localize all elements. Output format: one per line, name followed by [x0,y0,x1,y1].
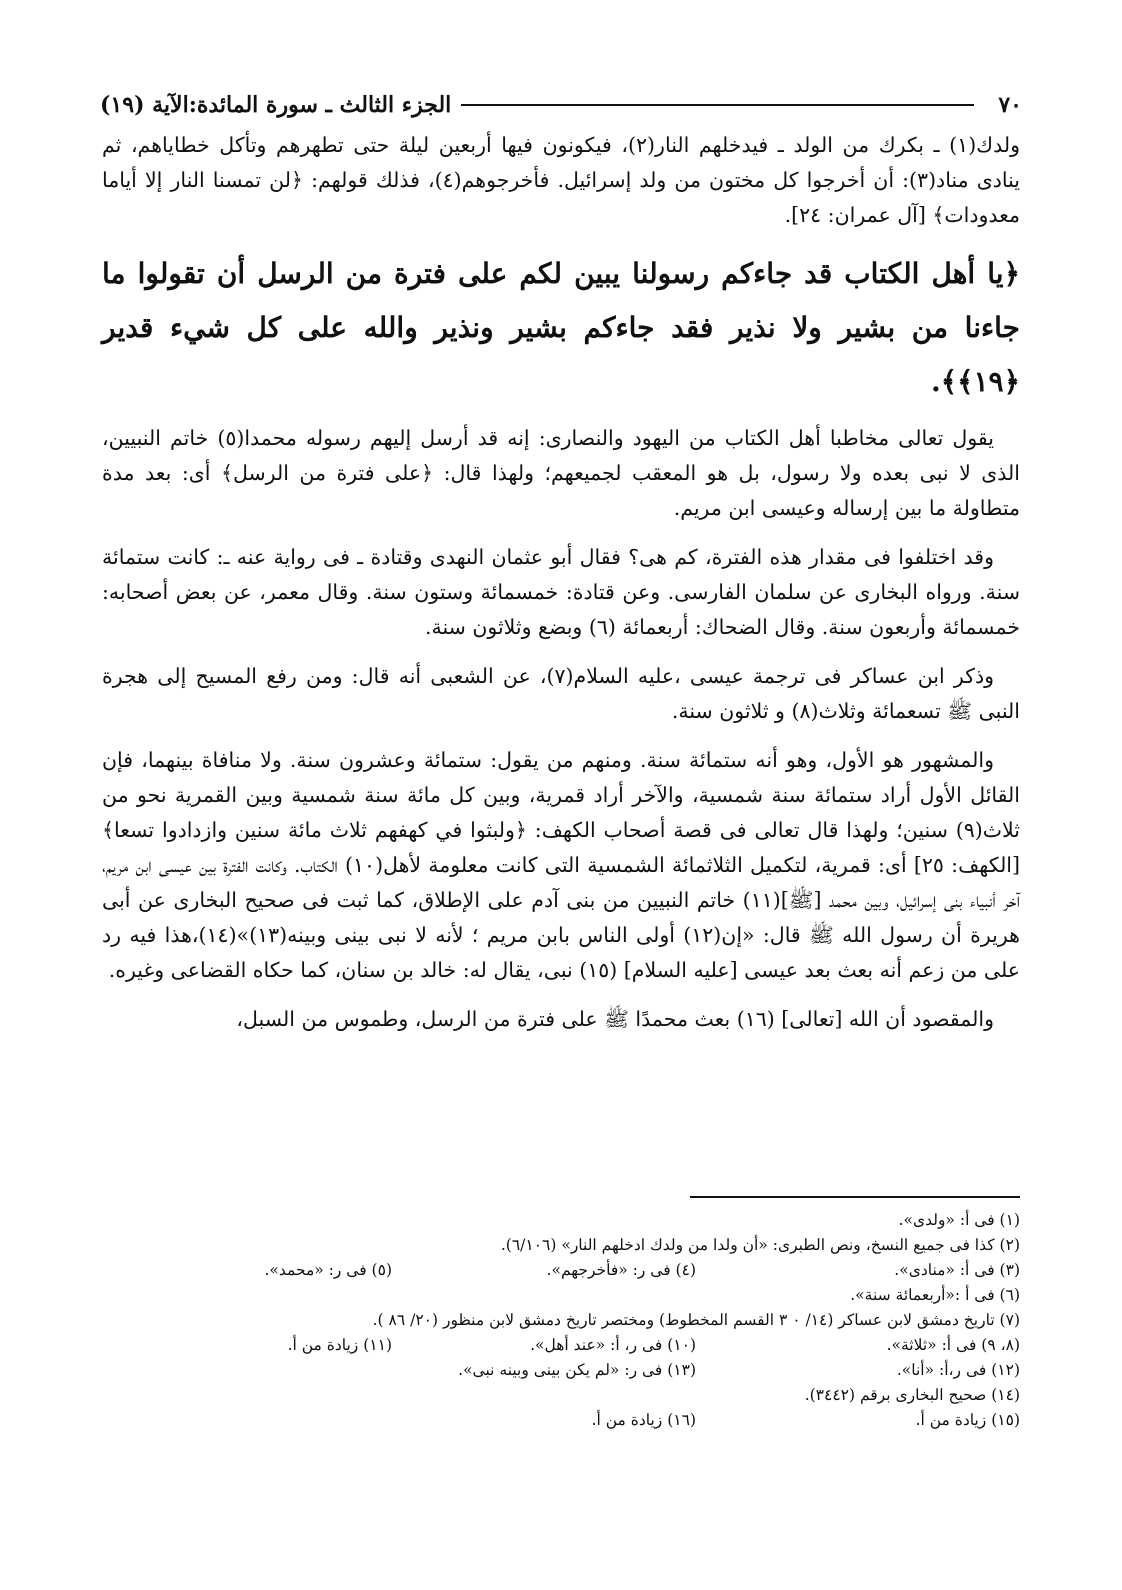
footnote: (١١) زيادة من أ. [287,1336,392,1354]
main-text [102,128,1020,1051]
footnote: (٥) فى ر: «محمد». [264,1261,392,1279]
footnote: (١٢) فى ر،أ: «أنا». [896,1361,1020,1379]
footnote-row [140,1308,1020,1333]
footnote: (١) فى أ: «ولدى». [898,1211,1020,1229]
paragraph-3: وقد اختلفوا فى مقدار هذه الفترة، كم هى؟ فقال أبو عثمان النهدى وقتادة ـ فى رواية عنه ـ: كانت ستمائة سنة. ورواه البخارى عن سلمان الفارسى. وعن قتادة: خمسمائة وستون سنة. وقال معمر، عن بعض أصحابه: خمسمائة وأربعون سنة. وقال الضحاك: أربعمائة (٦) وبضع وثلاثون سنة. [102,545,1020,639]
footnote-row [140,1283,1020,1308]
header-title: الجزء الثالث ـ سورة المائدة:الآية (١٩) [100,92,452,118]
footnote: (١٦) زيادة من أ. [591,1411,696,1429]
footnote: (١٤) صحيح البخارى برقم (٣٤٤٢). [804,1386,1020,1404]
paragraph-5: والمشهور هو الأول، وهو أنه ستمائة سنة. ومنهم من يقول: ستمائة وعشرون سنة. ولا منافاة بينهما، فإن القائل الأول أراد ستمائة سنة شمسية، والآخر أراد قمرية، وبين كل مائة سنة شمسية وبين القمرية نحو من ثلاث(٩) سنين؛ ولهذا قال تعالى فى قصة أصحاب الكهف: ﴿ولبثوا في كهفهم ثلاث مائة سنين وازدادوا تسعا﴾ [الكهف: ٢٥] أى: قمرية، لتكميل الثلاثمائة الشمسية التى كانت معلومة لأهل(١٠) الكتاب. وكانت الفترة بين عيسى ابن مريم، آخر أنبياء بنى إسرائيل، وبين محمد [ﷺ](١١) خاتم النبيين من بنى آدم على الإطلاق، كما ثبت فى صحيح البخارى عن أبى هريرة أن رسول الله ﷺ قال: «إن(١٢) أولى الناس بابن مريم ؛ لأنه لا نبى بينى وبينه(١٣)»(١٤)،هذا فيه رد على من زعم أنه بعث بعد عيسى [عليه السلام] (١٥) نبى، يقال له: خالد بن سنان، كما حكاه القضاعى وغيره. [102,748,1021,982]
footnote-row [140,1258,1020,1283]
running-header [100,88,1022,122]
paragraph-6: والمقصود أن الله [تعالى] (١٦) بعث محمدًا ﷺ على فترة من الرسل، وطموس من السبل، [236,1007,994,1031]
footnote: (١٣) فى ر: «لم يكن بينى وبينه نبى». [458,1361,696,1379]
footnote-row [140,1333,1020,1358]
footnote-row [140,1408,1020,1433]
paragraph-4: وذكر ابن عساكر فى ترجمة عيسى ،عليه السلام(٧)، عن الشعبى أنه قال: ومن رفع المسيح إلى هجرة النبى ﷺ تسعمائة وثلاث(٨) و ثلاثون سنة. [102,664,1020,723]
quran-verse: ﴿يا أهل الكتاب قد جاءكم رسولنا يبين لكم على فترة من الرسل أن تقولوا ما جاءنا من بشير ولا نذير فقد جاءكم بشير ونذير والله على كل شيء قدير ﴿١٩﴾﴾. [102,257,1020,398]
paragraph-1: ولدك(١) ـ بكرك من الولد ـ فيدخلهم النار(٢)، فيكونون فيها أربعين ليلة حتى تطهرهم وتأكل خطاياهم، ثم ينادى مناد(٣): أن أخرجوا كل مختون من ولد إسرائيل. فأخرجوهم(٤)، فذلك قولهم: ﴿لن تمسنا النار إلا أياما معدودات﴾ [آل عمران: ٢٤]. [102,133,1021,227]
footnote: (٨، ٩) فى أ: «ثلاثة». [886,1336,1020,1354]
footnote-row [140,1358,1020,1383]
footnote: (٣) فى أ: «منادى». [894,1261,1020,1279]
footnote: (١٠) فى ر، أ: «عند أهل». [530,1336,696,1354]
page-number: ٧٠ [998,92,1022,118]
footnote-separator [690,1196,1020,1198]
paragraph-2: يقول تعالى مخاطبا أهل الكتاب من اليهود والنصارى: إنه قد أرسل إليهم رسوله محمدا(٥) خاتم النبيين، الذى لا نبى بعده ولا رسول، بل هو المعقب لجميعهم؛ ولهذا قال: ﴿على فترة من الرسل﴾ أى: بعد مدة متطاولة ما بين إرساله وعيسى ابن مريم. [102,426,1020,520]
footnote: (٦) فى أ :«أربعمائة سنة». [850,1286,1020,1304]
footnote-row [140,1208,1020,1233]
footnote-row [140,1383,1020,1408]
header-rule [461,104,974,106]
footnote-row [140,1233,1020,1258]
footnote: (٢) كذا فى جميع النسخ، ونص الطبرى: «أن ولدا من ولدك ادخلهم النار» (٦/١٠٦). [500,1236,1020,1254]
footnotes [140,1208,1020,1433]
footnote: (٧) تاريخ دمشق لابن عساكر (١٤/ ٠ ٣ القسم المخطوط) ومختصر تاريخ دمشق لابن منظور (٢٠/ ٨٦ ). [372,1311,1020,1329]
footnote: (١٥) زيادة من أ. [915,1411,1020,1429]
footnote: (٤) فى ر: «فأخرجهم». [546,1261,696,1279]
